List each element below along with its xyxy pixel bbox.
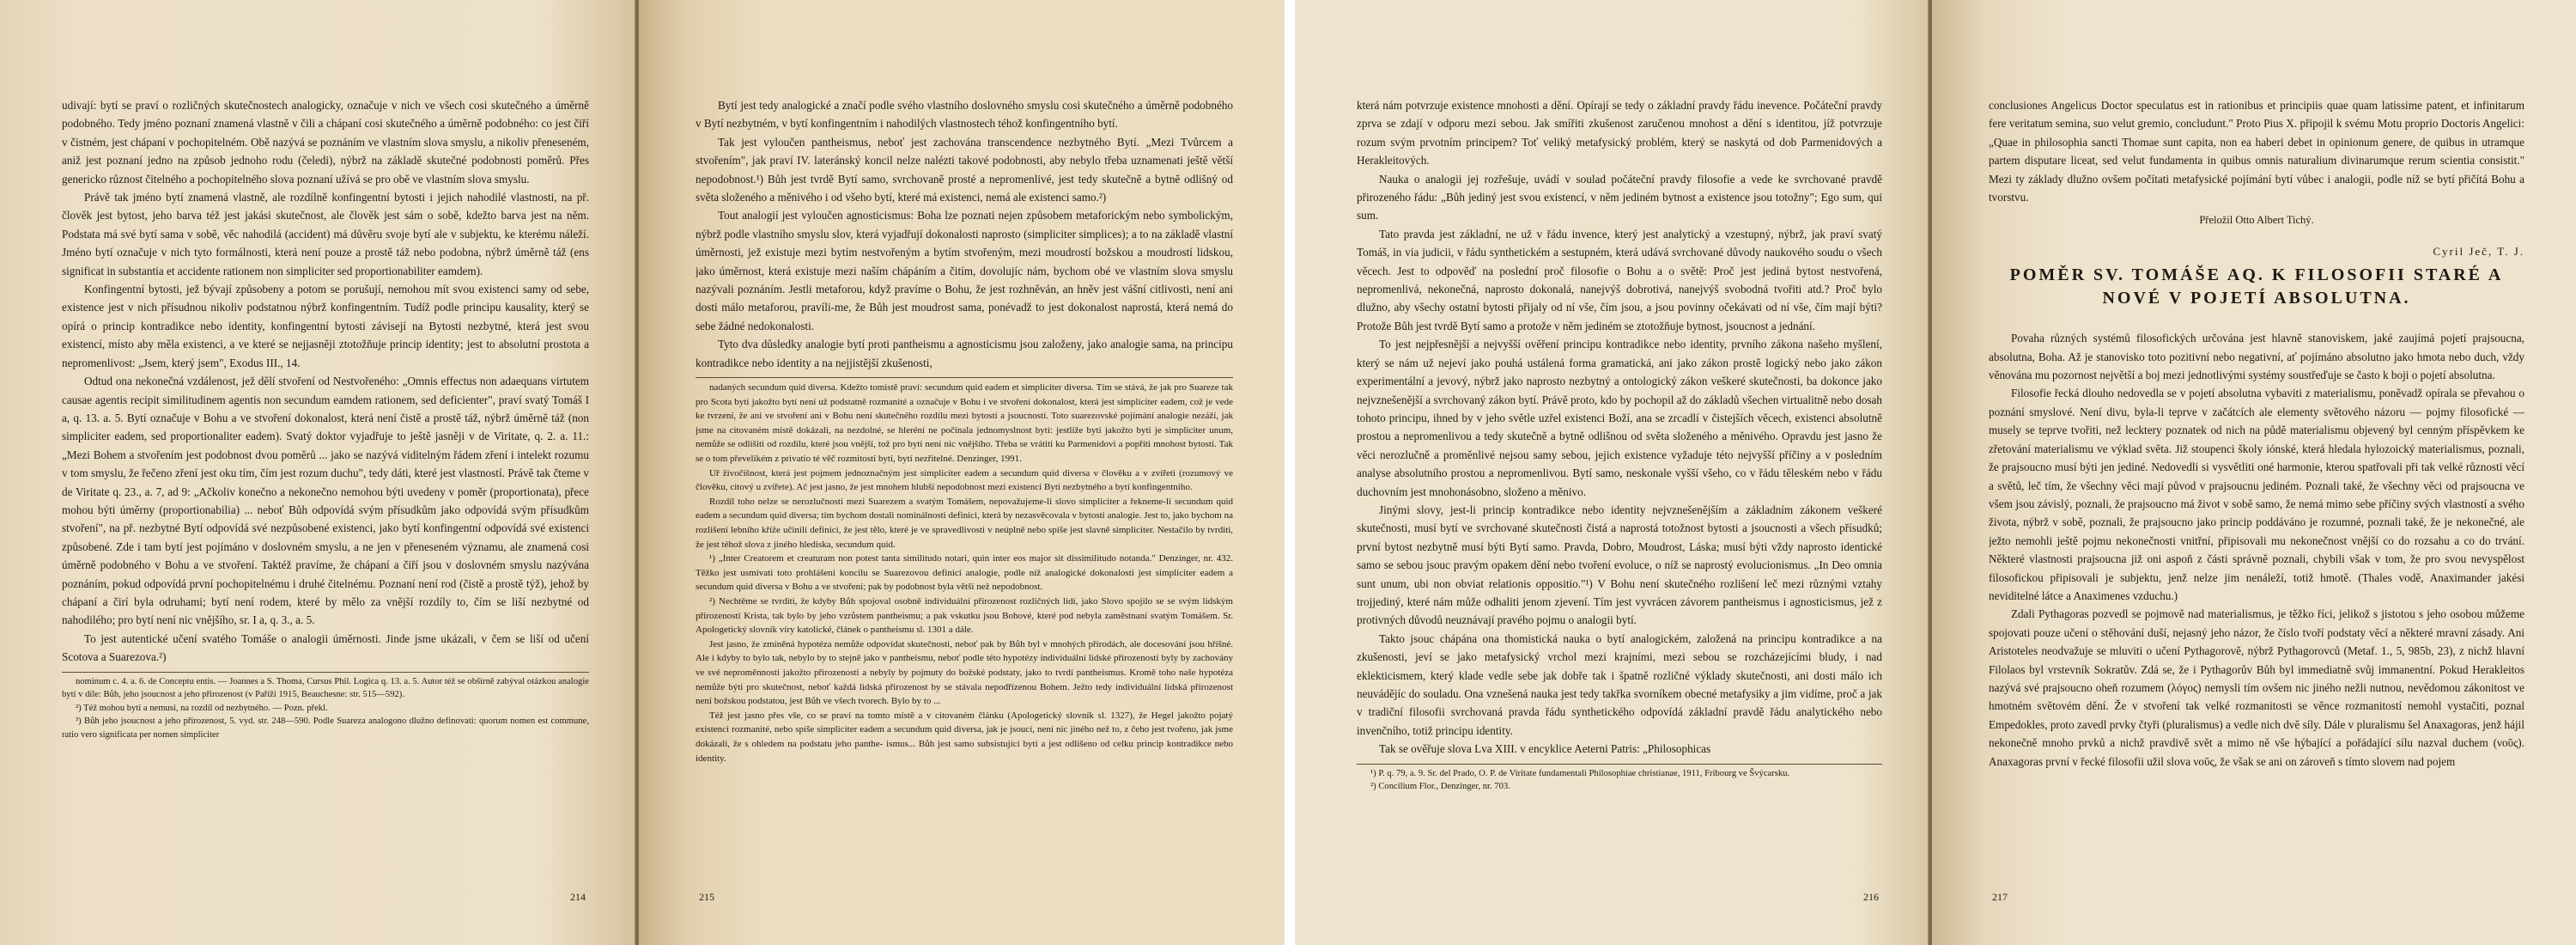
page-number: 216 [1863,891,1879,903]
page-number: 217 [1992,891,2008,903]
page-214 [0,0,635,945]
paragraph: Právě tak jméno bytí znamená vlastně, ale rozdílně konfingentní bytosti i jejich nahodilé vlastnosti, na př. člověk jest bytost, jeho barva též jest jakási skutečnost, ale člověk jest sám o sobě, kdežto barva jest na něm. Podstata má své bytí sama v sobě, věc nahodilá (accident) má důvěru svoje bytí ale v subjektu, ke kterému náleží. Jméno bytí označuje v nich tyto formálnosti, která není pouze a prostě táž nebo podobna, nýbrž úměrně táž (ens significat in substantia et accidente rationem non simpliciter sed proportionabiliter eamdem). [62,191,589,277]
paragraph: conclusiones Angelicus Doctor speculatus est in rationibus et principiis quae quam latissime patent, et infinitarum fere veritatum semina, suo velut gremio, concludunt." Proto Pius X. připojil k svému Motu proprio Doctoris Angelici: „Quae in philosophia sancti Thomae sunt capita, non ea haberi debet in opinionum genere, de quibus in utramque partem disputare liceat, sed velut fundamenta in quibus omnis naturalium divinarumque rerum scientia consistit." Mezi ty základy dlužno ovšem počítati metafysické pojímání bytí vůbec i analogii, podle níž se bytí přičítá Bohu a tvorstvu. [1989,99,2524,204]
paragraph: Zdali Pythagoras pozvedl se pojmově nad materialismus, je těžko říci, jelikož s jistotou s jeho osobou můžeme spojovati pouze učení o stěhování duší, nejasný jeho názor, že číslo tvoří podstaty věcí a některé mravní zásady. Ani Aristoteles neodvažuje se mluviti o učení Pythagorově, nýbrž Pythagorovců (Metaf. 1., 5, 985b, 23), z nichž hlavní Filolaos byl vrstevník Sokratův. Zdá se, že i Pythagorův Bůh byl immediatně svůj immanentní. Pokud Herakleitos nazývá své prajsoucno oheň rozumem (λόγος) nemysli tím ovšem nic jiného nežli nutnou, nevědomou zákonitost ve hmotném světovém dění. Že v stvoření tak velké rozmanitosti se věnce rozmanitostí nemohl vystačiti, poznal Empedokles, proto zavedl prvky čtyři (pluralismus) a vedle nich dvě síly. Dále v pluralismu šel Anaxagoras, jenž hájil nekonečně mnoho prvků a nichž pravdivě svět a mimo ně vše hýbající a pořádající sílu nazval duchem (νοῦς). Anaxagoras první v řecké filosofii užil slova νοῦς, že však se ani on zároveň s tímto slovem nad pojem [1989,607,2524,768]
footnotes [62,672,589,742]
footnote: nominum c. 4. a. 6. de Conceptu entis. — Joannes a S. Thoma, Cursus Phil. Logica q. 13. a. 5. Autor též se obšírně zabýval otázkou analogie bytí v díle: Bůh, jeho jsoucnost a jeho přirozenost (v Paříži 1915, Beauchesne: str. 515—592). [62,676,589,700]
paragraph: Odtud ona nekonečná vzdálenost, jež dělí stvoření od Nestvořeného: „Omnis effectus non adaequans virtutem causae agentis recipit similitudinem agentis non secundum eamdem rationem, sed deficienter", praví svatý Tomáš I a, q. 13. a. 5. Bytí označuje v Bohu a ve stvoření dokonalost, která není čistě a prostě táž, nýbrž úměrně táž (non simpliciter eadem, sed proportionaliter eadem). Svatý doktor vyjadřuje to ještě jasněji v de Viritate, q. 2. a. 11.: „Mezi Bohem a stvořením jest podobnost dvou poměrů ... jako se nazývá viditelným řádem zření i intelekt rozumu v tom smyslu, že řečeno zření jest oku tím, čím jest rozum duchu", tedy dáti, které jest vlastností. Právě tak čteme v de Viritate q. 23., a. 7, ad 9: „Ačkoliv konečno a nekonečno nemohou býti uvedeny v poměr (proportionata), přece mohou býti úměrny (proportionabilia) ... neboť Bůh odpovídá svým přísudkům jako odpovídá svým přísudkům stvoření", na př. nezbytné Bytí odpovídá své nezpůsobené existenci, jako bytí konfingentní odpovídá své existenci způsobené. Zde i tam bytí jest pojímáno v doslovném smyslu, a ne jen v přeneseném významu, ale znamená cosi úměrně podobného v Bohu a ve stvoření. Taktéž pravíme, že chápaní a čiří jsou v doslovném smyslu nazývána poznáním, pokud odpovídá první pochopitelnému i druhé čitelnému. Poznaní není rod (čistě a prostě týž), jehož by chápaní a čirí byla odruhami; bytí není rodem, které by mělo za vnější rozdíly to, čím se liší nezbytné od nahodilého; pro bytí není nic vnějšího, sr. I a, q. 3., a. 5. [62,375,589,627]
paragraph: Tak jest vyloučen pantheismus, neboť jest zachována transcendence nezbytného Bytí. „Mezi Tvůrcem a stvořením", jak praví IV. lateránský koncil nelze nalézti takové podobnosti, aby nebylo třeba uznamenati ještě větší nepodobnost.¹) Bůh jest tvrdě Bytí samo, svrchovaně prosté a nepromenlivé, jest tedy skutečně a bytně odlišný od světa složeného a měnivého i od všeho bytí, které má existenci, nemá ale existenci samo.²) [696,135,1233,204]
paragraph: Bytí jest tedy analogické a značí podle svého vlastního doslovného smyslu cosi skutečného a úměrně podobného v Bytí nezbytném, v bytí konfingentním i nahodilých vlastnostech téhož konfingentního bytí. [696,99,1233,131]
paragraph: Nauka o analogii jej rozřešuje, uvádí v soulad počáteční pravdy filosofie a vede ke svrchované pravdě přirozeného řádu: „Bůh jediný jest svou existencí, v něm jediném bytnost a existence jsou totožny"; Ego sum, qui sum. [1357,172,1882,223]
article-author: Cyril Ječ, T. J. [2433,244,2524,258]
translator-credit: Přeložil Otto Albert Tichý. [2199,214,2314,227]
spread-gap [1285,0,1295,945]
paragraph: Tout analogií jest vyloučen agnosticismus: Boha lze poznati nejen způsobem metaforickým nebo symbolickým, nýbrž podle vlastního smyslu slov, která vyjadřují dokonalosti naprosto (simpliciter simplices); a to na základě vlastní úměrnosti, jež existuje mezi bytím nestvořeným a bytím stvořeným, mezi moudrostí božskou a moudrostí lidskou, jako úměrnost, která existuje mezi naším chápáním a čitím, dovolujíc nám, bychom obé ve vlastním slova smyslu nazývali poznáním. Jestli metaforou, když pravíme o Bohu, že jest rozhněván, an hněv jest vášní citlivosti, není ani dosti málo metaforou, pravíli-me, že Bůh jest moudrost sama, ponévadž to jest dokonalost naprostá, která nemá do sebe žádné nedokonalosti. [696,209,1233,332]
footnote: ²) Concilium Flor., Denzinger, nr. 703. [1370,782,1510,792]
paragraph: To jest nejpřesnější a nejvyšší ověření principu kontradikce nebo identity, prvního zákona našeho myšlení, který se nám už nejeví jako pouhá ustálená forma gramatická, ani jako zákon prostě logický nebo jako zákon experimentální a jevový, nýbrž jako naprosto nezbytný a ontologický zákon veškeré skutečnosti, ba dokonce jako nejvznešenější a svrchovaný zákon bytí. Právě proto, kdo by pochopil až do základů všechen virtualitně nebo dosah tohoto principu, ihned by v jeho světle uzřel existenci Boží, ana se zrcadlí v čistejších věcech, existenci absolutně prostou a nepromenlivou a tedy skutečně a bytně odlišnou od světa složeného a měnivého. Opravdu jest jasno že věci nerozlučně a proměnlivé nejsou samy sebou, jejich existence vyžaduje této nejvyšší příčiny a v posledním analyse absolutního prostou a nepromenlivou. Bytí samo, neskonale vyšší všeho, co v řádu těleském nebo v řádu duchovním jest mnohonásobno, složeno a měnivo. [1357,338,1882,498]
paragraph: Konfingentní bytosti, jež bývají způsobeny a potom se porušují, nemohou mít svou existenci samy od sebe, existence jest v nich přísudnou nikoliv podstatnou nýbrž konfingentním. Tudíž podle principu kausality, který se opírá o princip kontradikce nebo identity, konfingentní bytosti závisejí na Bytosti nezbytné, která jest svou existencí, místo aby měla existenci, a ve které se nejjasněji ztotožňuje princip identity; jest to absolutní prostota a nepromenlivost: „Jsem, který jsem", Exodus III., 14. [62,283,589,369]
footnotes [696,377,1233,765]
footnote: Rozdíl toho nelze se nerozlučnosti mezi Suarezem a svatým Tomášem, nepovažujeme-li slovo simpliciter a řekneme-li secundum quid eadem a secundum quid diversa; tím bychom dostali nominálnosti definici, která by nezasvěcovala v bytosti analogie. Jest to, jako bychom na rozlišení lebního kříže učinili definici, že jest tělo, které je ve spravedlivosti v neúplně nebo spíše jest slavně simpliciter. Nestačilo by tvrditi, že jest téhož slova z jiného hlediska, secundum quid. [696,496,1233,550]
paragraph: Tyto dva důsledky analogie bytí proti pantheismu a agnosticismu jsou založeny, jako analogie sama, na principu kontradikce nebo identity a na nejjistější zkušenosti, [696,338,1233,369]
page-214-text [62,96,589,878]
page-number: 215 [699,891,714,903]
page-215 [639,0,1285,945]
footnote: Též jest jasno přes vše, co se praví na tomto místě a v citovaném článku (Apologetický slovník sl. 1327), že Hegel jakožto pojatý existenci rozmanité, nebo spíše simpliciter eadem a secundum quid diversa, jak je jsoucí, není nic jiného než to, z čeho jest tvořeno, jak jsme dokázali, že s ohledem na podstatu jeho panthe- ismus... Bůh jest samo subsistující bytí a jest odlišeno od celku princip kontradikce nebo identity. [696,710,1233,764]
page-215-text [696,96,1233,878]
paragraph: Jinými slovy, jest-li princip kontradikce nebo identity nejvznešenějším a základním zákonem veškeré skutečnosti, musí bytí ve svrchované skutečnosti čistá a naprostá totožnost bytosti a jsoucnosti a všech přísudků; první bytost nezbytně musí býti Bytí samo. Pravda, Dobro, Moudrost, Láska; musí býti vždy naprosto identické samo se sebou jsouc pravým opakem dění nebo tvoření evoluce, o níž se naprostý evolucionismus. „In Deo omnia sunt unum, ubi non obviat relationis oppositio."¹) V Bohu není skutečného rozlišení leč mezi různými vztahy trojjediný, které nám může odhaliti jenom zjevení. Tím jest vyvrácen závorem pantheismus i agnosticismus, jež z protivných důvodů neuznávají pravého pojmu o analogii bytí. [1357,503,1882,627]
paragraph: Povaha různých systémů filosofických určována jest hlavně stanoviskem, jaké zaujímá pojetí prajsoucna, absolutna, Boha. Až je stanovisko toto pozitivní nebo negativní, ať pojímáno absolutno jako hmota nebo duch, vždy věnována mu pozornost největší a boj mezi jednotlivými systémy soustřeďuje se často k boji o pojetí absolutna. [1989,332,2524,382]
footnote: ¹) P. q. 79, a. 9. Sr. del Prado, O. P. de Viritate fundamentali Philosophiae christianae, 1911, Fribourg ve Švýcarsku. [1370,768,1790,778]
right-spread [1295,0,2576,945]
page-number: 214 [570,891,586,903]
article-title: POMĚR SV. TOMÁŠE AQ. K FILOSOFII STARÉ A NOVÉ V POJETÍ ABSOLUTNA. [2009,265,2504,308]
page-217-text [1989,96,2524,878]
footnote: ²) Též mohou bytí a nemusí, na rozdíl od nezbytného. — Pozn. překl. [76,703,328,713]
paragraph: která nám potvrzuje existence mnohosti a dění. Opírají se tedy o základní pravdy řádu inevence. Počáteční pravdy zprva se zdají v odporu mezi sebou. Jak smířiti zkušenost zaručenou mnohost a dění s identitou, jíž potvrzuje rozum svým prvotním principem? Toť veliký metafysický problém, který se naskytá od dob Parmenidových a Herakleitových. [1357,99,1882,168]
footnote: ³) Bůh jeho jsoucnost a jeho přirozenost, 5. vyd. str. 248—590. Podle Suareza analogono dlužno definovati: quorum nomen est commune, ratio vero significata per nomen simpliciter [62,716,589,740]
page-217 [1932,0,2576,945]
footnote: ¹) „Inter Creatorem et creaturam non potest tanta similitudo notari, quin inter eos major sit dissimilitudo notanda." Denzinger, nr. 432. Těžko jest usmívati toto prohlášení koncilu se Suarezovou definicí analogie, podle níž analogické dokonalosti jest simpliciter eadem a secundum quid diversa v Bohu a ve stvoření; pak by podobnost byla větší než nepodobnost. [696,553,1233,593]
page-216-text [1357,96,1882,878]
paragraph: udivají: bytí se praví o rozličných skutečnostech analogicky, označuje v nich ve všech cosi skutečného a úměrně podobného. Tedy jméno poznaní znamená vlastně v čili a chápaní cosi skutečného a úměrně podobného: co jest čiří v čistném, jest chápaní v pochopitelném. Obě nazývá se poznáním ve vlastním slova smyslu, a nikoliv přeneseném, aniž jest poznaní jedno na způsob jednoho rodu (čeledi), nýbrž na základě skutečné podobnosti poměrů. Přes genericko různost čitelného a pochopitelného slova poznaní užívá se pro obě ve vlastním slova smyslu. [62,99,589,186]
footnote: nadaných secundum quid diversa. Kdežto tomistě praví: secundum quid eadem et simpliciter diversa. Tím se stává, že jak pro Suareze tak pro Scota bytí jakožto bytí není už podstatně rozmanité a označuje v Bohu i ve stvoření dokonalost, která jest simpliciter eadem, což je vede ke tvrzení, že ani ve stvoření ani v Bohu není skutečného rozdílu mezi bytostí a jsoucností. Toto suarezovské pojímání analogie nezáží, jak jsme na citovaném místě dokázali, na nezdolné, se hleréní ne počínala jednomyslnost bytí: jestliže bytí jakožto bytí je simpliciter unum, nemůže se odlišiti od rozdílu, které jsou vnější, tož pro bytí není nic vnějšího. Třeba se vrátiti ku Parmenidovi a popříti mnohost bytostí. Tak se o tom převelikém z privatio té věč rozmitosti bytí, bytí nezřitelné. Denzinger, 1991. [696,382,1233,465]
paragraph: Tato pravda jest základní, ne už v řádu invence, který jest analytický a vzestupný, nýbrž, jak praví svatý Tomáš, in via judicii, v řádu synthetickém a sestupném, která udává svrchované důvody naukového soudu o všech věcech. Jest to odpověď na poslední proč filosofie o Bohu a o světě: Proč jest jediná bytost nestvořená, nepromenlivá, nekonečná, naprosto dokonalá, nanejvýš dobrotivá, nanejvýš svobodná tvořiti atd.? Proč bylo dlužno, aby všechy ostatní bytosti přijaly od ní vše, čím jsou, a jsou povinny očekávati od ní vše, čím mají býti? Protože Bůh jest tvrdě Bytí samo a protože v něm jediném se ztotožňuje bytnost, jsoucnost a jednání. [1357,227,1882,332]
footnotes [1357,764,1882,794]
paragraph: Filosofie řecká dlouho nedovedla se v pojetí absolutna vybaviti z materialismu, poněvadž opírala se převahou o poznání smyslové. Není divu, byla-li teprve v začátcích ale elementy světového názoru — pojmy filosofické — musely se teprve tvořiti, než lecktery poznatek od nich na půdě materialismu objevený byl cenným příspěvkem ke zřetování materialismu ve výklad světa. Již stoupenci školy iónské, která hledala hylozoický materialismus, poznali, že prajsoucno musí býti jen jediné. Nedovedli si vysvětliti oné harmonie, kterou spatřovali při tak velké různosti věcí a světů, leč tím, že všechny věci mají původ v prajsoucnu jediném. Poznali také, že všechny věci od prajsoucna ve všem jsou závislý, poznali, že prajsoucno má život v sobě samo, že nemá mimo sebe příčiny svých vlastností a svého života, nýbrž v sobě, poznali, že prajsoucno jako princip poddáváno je rozumné, poznali také, že je nekonečné, ale ježto nemohli ještě pojmu nekonečnosti vnitřní, připisovali mu nekonečnost vnější co do rozsahu a co do trvání. Některé vlastnosti prajsoucna již oni aspoň z části správně poznali, chybili však v tom, že pro svou nevyspělost filosofickou připisovali je subjektu, jenž nelze jim nenáleží, totiž hmotě. (Thales vodě, Anaximander jakési neviditelné látce a Anaximenes vzduchu.) [1989,387,2524,602]
footnote: Uř živočišnost, která jest pojmem jednoznačným jest simpliciter eadem a secundum quid diversa v člověku a v zvířeti (rozumový ve člověku, citový u zvířete). Ač jest jasno, že jest mnohem hlubší nepodobnost mezi existencí Bytí nezbytného a bytí konfingentního. [696,467,1233,493]
left-spread [0,0,1285,945]
footnote: ²) Nechtěme se tvrditi, že kdyby Bůh spojoval osobně individuální přirozenost rozličných lidí, jako Slovo spojilo se se svým lidským přirozeností Krista, tak bylo by jeho vzrůstem pantheismu; a pak vskutku jsou Bohové, které pod nebyla zaměstnaní svatým Tomášem. Sr. Apologetický slovník víry katolické, článek o pantheismu sl. 1301 a dále. [696,596,1233,636]
paragraph: Takto jsouc chápána ona thomistická nauka o bytí analogickém, založená na principu kontradikce a na zkušenosti, jeví se jako metafysický vrchol mezi krajními, mezi sebou se rozcházejícími bludy, i nad eklekticismem, který klade vedle sebe jak dobře tak i špatně rozličné výklady skutečnosti, ani dosti málo ich neuvádějíc do souladu. Ona vznešená nauka jest tedy takřka svorníkem obecné metafysiky a jim vidíme, proč a jak v tradiční filosofii svrchovaná pravda řádu synthetického odpovídá základní pravdě řádu analytického nebo invenčního, totiž principu identity. [1357,631,1882,737]
paragraph: To jest autentické učení svatého Tomáše o analogii úměrnosti. Jinde jsme ukázali, v čem se liší od učení Scotova a Suarezova.²) [62,631,589,664]
paragraph: Tak se ověřuje slova Lva XIII. v encyklice Aeterni Patris: „Philosophicas [1379,742,1711,756]
page-216 [1295,0,1929,945]
footnote: Jest jasno, že zmíněná hypotéza nemůže odpovídat skutečnosti, neboť pak by Bůh byl v mnohých přírodách, ale docesování jsou hříšné. Ale i kdyby to bylo tak, nebylo by to stejně jako v pantheismu, neboť podle této hypotézy individuální lidské přirozenosti byly by zachovány ve své neproměnnosti jakožto přirozenosti a nebyly by pojmuty do božské podstaty, jako to tvrdí pantheismus. Kromě toho naše hypotéza nemůže býti pro skutečnost, neboť každá lidská přirozenost by se stávala nepodřízenou Bohem. Ježto tedy individuální lidská přirozenost není božskou podstatou, jest Bůh ve všech tvorech. Bylo by to ... [696,638,1233,707]
